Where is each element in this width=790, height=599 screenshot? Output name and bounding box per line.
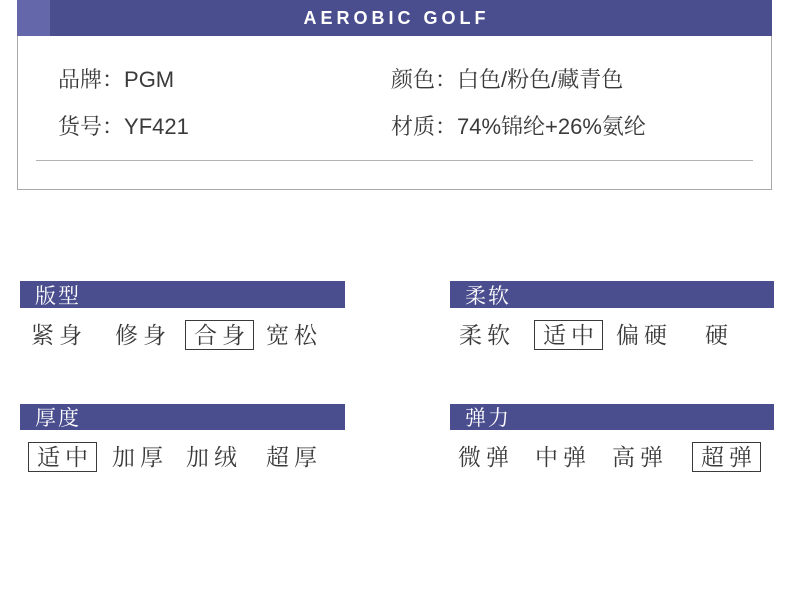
option-thickness-fleece: 加绒 [186, 444, 242, 470]
option-fit-regular-selected: 合身 [185, 320, 254, 350]
spec-item-number-value: YF421 [124, 114, 189, 139]
product-info-panel [17, 36, 772, 190]
option-thickness-extra-thick: 超厚 [266, 444, 322, 470]
option-fit-slim: 修身 [115, 322, 171, 348]
option-thickness-thick: 加厚 [112, 444, 168, 470]
option-fit-tight: 紧身 [31, 322, 87, 348]
spec-material [391, 114, 646, 140]
info-divider-line [36, 160, 753, 161]
option-thickness-medium-selected: 适中 [28, 442, 97, 472]
section-header-fit: 版型 [20, 281, 345, 308]
spec-color-value: 白色/粉色/藏青色 [457, 67, 624, 92]
spec-material-value: 74%锦纶+26%氨纶 [457, 114, 646, 139]
spec-brand [58, 67, 174, 93]
spec-item-number [58, 114, 189, 140]
option-softness-soft: 柔软 [459, 322, 515, 348]
header-accent-segment [17, 0, 50, 36]
section-header-elasticity: 弹力 [450, 404, 774, 430]
option-elasticity-super-selected: 超弹 [692, 442, 761, 472]
brand-header-bar [17, 0, 772, 36]
spec-brand-label: 品牌： [58, 67, 125, 92]
option-elasticity-medium: 中弹 [535, 444, 591, 470]
spec-color [391, 67, 623, 93]
option-elasticity-slight: 微弹 [458, 444, 514, 470]
section-header-softness: 柔软 [450, 281, 774, 308]
brand-title: AEROBIC GOLF [303, 7, 490, 28]
option-softness-medium-selected: 适中 [534, 320, 603, 350]
section-header-thickness: 厚度 [20, 404, 345, 430]
spec-color-label: 颜色： [391, 67, 458, 92]
option-softness-hard: 硬 [705, 322, 733, 348]
spec-material-label: 材质： [391, 114, 458, 139]
option-softness-firm: 偏硬 [616, 322, 672, 348]
spec-brand-value: PGM [124, 67, 175, 92]
spec-item-number-label: 货号： [58, 114, 125, 139]
option-fit-loose: 宽松 [266, 322, 322, 348]
option-elasticity-high: 高弹 [612, 444, 668, 470]
